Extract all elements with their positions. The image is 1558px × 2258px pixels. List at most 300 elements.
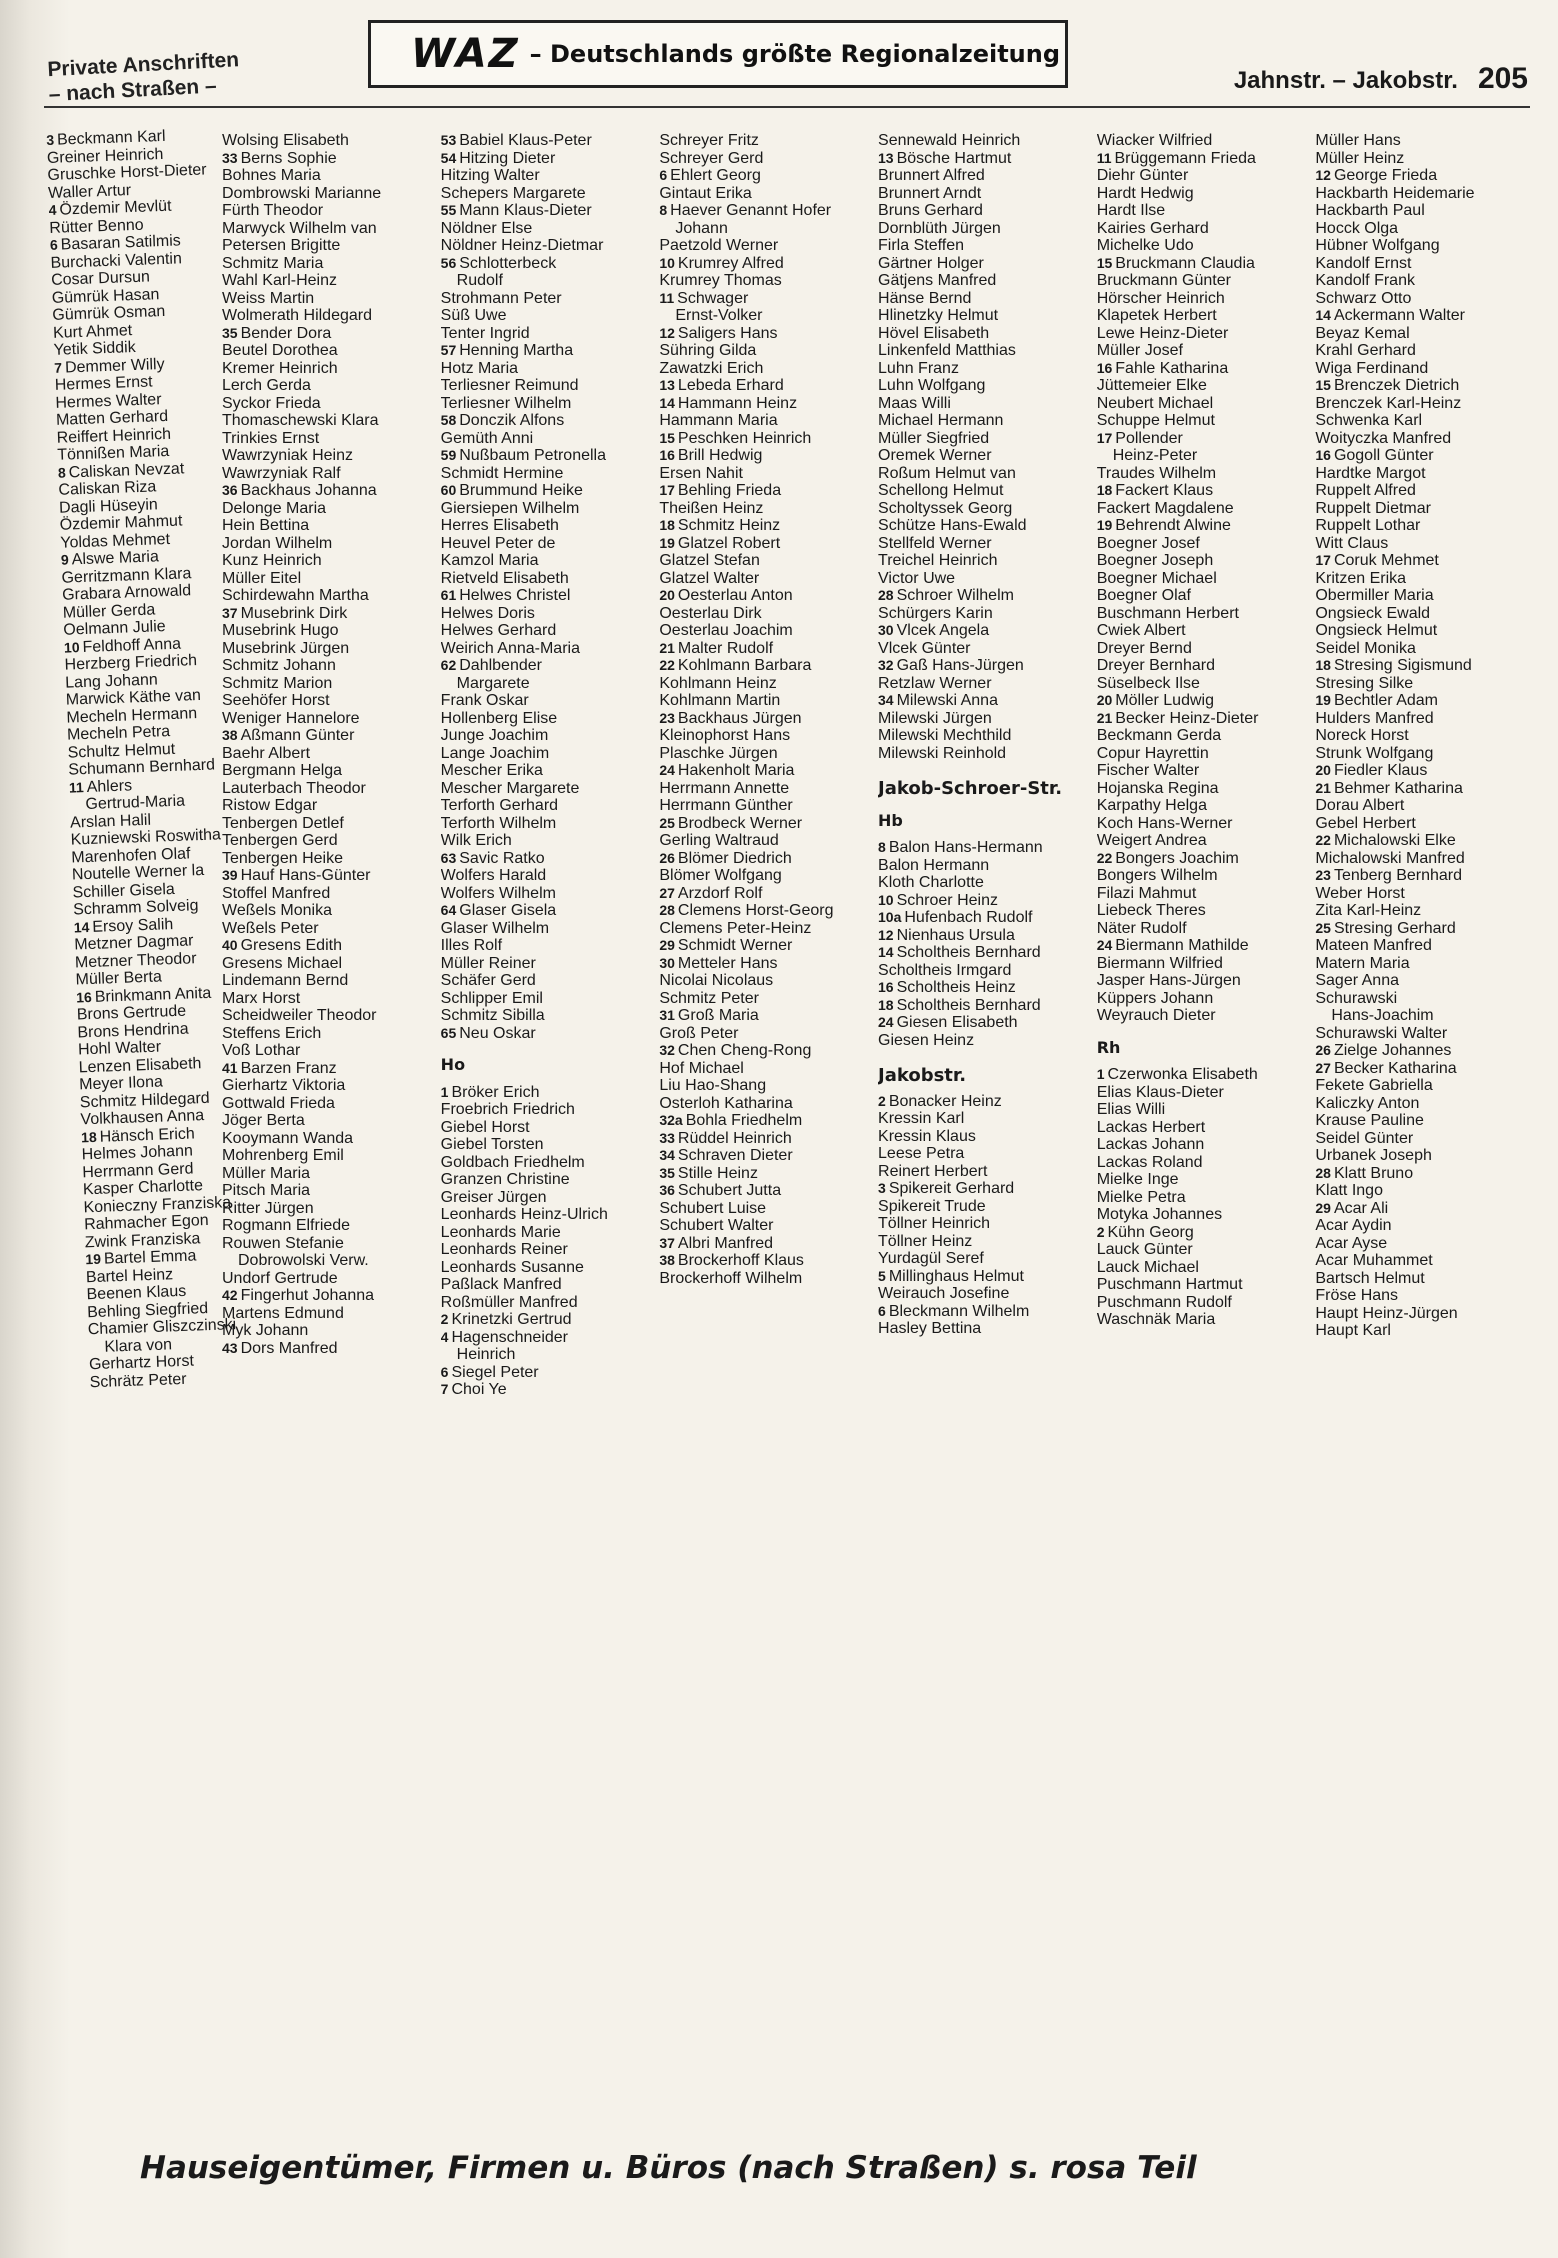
list-item [659,745,872,763]
resident-name: Ruppelt Alfred [1315,482,1416,499]
list-item [1097,272,1310,290]
resident-name: Seehöfer Horst [222,692,330,709]
house-number: 24 [1096,937,1113,953]
list-item [1315,745,1528,763]
resident-name: Syckor Frieda [222,394,321,412]
resident-name: Brill Hedwig [677,447,763,464]
list-item [1315,412,1528,430]
list-item [878,1215,1091,1233]
list-item [878,857,1091,875]
resident-name: Choi Ye [451,1381,507,1398]
resident-name: Musebrink Jürgen [222,639,350,657]
resident-name: Acar Aydin [1315,1217,1392,1234]
resident-name: Obermiller Maria [1315,587,1434,604]
resident-name: Baehr Albert [222,744,311,762]
list-item [222,885,435,903]
resident-name: Krumrey Alfred [677,254,784,272]
resident-name: Osterloh Katharina [659,1094,793,1112]
street-range: Jahnstr. – Jakobstr. [1233,67,1458,94]
house-number: 19 [659,534,675,551]
resident-name: Heinrich [456,1346,516,1363]
house-number: 13 [659,377,675,393]
house-number: 30 [878,622,894,638]
resident-name: Schramm Solveig [72,897,199,919]
resident-name: Plaschke Jürgen [659,744,778,762]
resident-name: Johann [675,219,728,237]
resident-name: Dornblüth Jürgen [878,219,1001,237]
resident-name: Krause Pauline [1315,1112,1424,1129]
list-item [659,202,872,220]
resident-name: Balon Hermann [878,856,990,874]
list-item [878,727,1091,745]
resident-name: Acar Ayse [1315,1234,1388,1252]
resident-name: Milewski Reinhold [878,744,1007,762]
list-item [878,150,1091,168]
list-item [878,745,1091,763]
resident-name: Jordan Wilhelm [222,534,333,552]
list-item [878,360,1091,378]
list-item [1097,167,1310,185]
house-number: 32 [878,657,894,673]
house-number: 16 [878,979,894,995]
resident-name: Dombrowski Marianne [222,184,382,202]
resident-name: Berns Sophie [240,149,337,167]
resident-name: Sager Anna [1315,972,1399,989]
resident-name: Elias Willi [1096,1101,1166,1118]
list-item [878,307,1091,325]
list-item [441,1154,654,1172]
list-item [1097,675,1310,693]
house-number: 62 [440,657,457,673]
resident-name: Leonhards Heinz-Ulrich [440,1206,608,1223]
list-item [222,955,435,973]
house-number: 3 [878,1180,886,1196]
street-heading: Jakobstr. [878,1065,967,1086]
list-item [222,1007,435,1025]
list-item [441,990,654,1008]
resident-name: Brenczek Dietrich [1333,377,1460,394]
resident-name: Scholtheis Heinz [896,979,1016,996]
resident-name: Rouwen Stefanie [222,1234,344,1252]
list-item [441,1259,654,1277]
list-item [441,132,654,150]
listing-column-4 [659,132,878,2132]
resident-name: Krinetzki Gertrud [451,1311,572,1328]
resident-name: Schmitz Hildegard [79,1089,210,1111]
resident-name: Hein Bettina [222,517,310,534]
resident-name: Wiga Ferdinand [1315,359,1429,377]
resident-name: Witt Claus [1315,534,1389,552]
resident-name: Schäfer Gerd [440,972,536,989]
list-item [222,850,435,868]
resident-name: Kurt Ahmet [52,321,133,342]
list-item [1097,1119,1310,1137]
list-item [441,902,654,920]
list-item [1097,867,1310,885]
resident-name: Hollenberg Elise [440,709,558,727]
list-item [659,342,872,360]
list-item [441,237,654,255]
list-item [441,1025,654,1043]
list-item [878,1250,1091,1268]
house-number: 58 [440,412,457,428]
list-item [1315,937,1528,955]
list-item [441,412,654,430]
list-item [1315,482,1528,500]
list-item [878,1268,1091,1286]
list-item [1315,780,1528,798]
list-item [1315,535,1528,553]
resident-name: Kandolf Ernst [1315,254,1412,272]
resident-name: Terliesner Wilhelm [440,394,572,412]
resident-name: Hörscher Heinrich [1096,289,1225,307]
list-item [1315,605,1528,623]
resident-name: Leonhards Susanne [440,1258,584,1276]
list-item [659,797,872,815]
resident-name: Seidel Günter [1315,1129,1414,1147]
resident-name: Stresing Gerhard [1333,919,1456,937]
resident-name: Motyka Johannes [1096,1206,1223,1223]
list-item [659,1235,872,1253]
resident-name: Urbanek Joseph [1315,1147,1432,1164]
list-item [1097,832,1310,850]
list-item [1097,1276,1310,1294]
list-item [441,482,654,500]
list-item [1315,1235,1528,1253]
list-item [1315,220,1528,238]
house-number: 38 [659,1252,675,1268]
list-item [1315,1270,1528,1288]
list-item [222,745,435,763]
resident-name: Marx Horst [222,989,301,1007]
resident-name: Margarete [456,674,530,692]
list-item [441,797,654,815]
list-item [1315,990,1528,1008]
resident-name: Gebel Herbert [1315,814,1416,832]
resident-name: Grabara Arnowald [61,582,192,604]
list-item [222,412,435,430]
resident-name: Dors Manfred [240,1339,338,1357]
resident-name: Klara von [104,1335,173,1356]
list-item [1315,132,1528,150]
list-item [1315,185,1528,203]
house-number: 2 [878,1092,886,1109]
list-item [441,1007,654,1025]
list-item [1097,325,1310,343]
list-item [1315,815,1528,833]
resident-name: Terforth Wilhelm [440,814,557,832]
resident-name: Demmer Willy [64,355,165,376]
resident-name: Linkenfeld Matthias [878,342,1016,359]
resident-name: Brunnert Alfred [878,167,985,184]
list-item [659,657,872,675]
list-item [1097,780,1310,798]
list-item [441,465,654,483]
list-item [659,465,872,483]
list-item [659,972,872,990]
list-item [659,412,872,430]
house-number: 21 [1096,709,1113,726]
house-number: 33 [659,1129,675,1146]
list-item [1097,955,1310,973]
resident-name: Arzdorf Rolf [677,884,763,902]
resident-name: Cwiek Albert [1096,622,1186,639]
list-item [659,132,872,150]
list-item [1315,832,1528,850]
list-item [1315,675,1528,693]
list-item [659,1270,872,1288]
resident-name: Feldhoff Anna [82,635,182,656]
resident-name: Hulders Manfred [1315,709,1434,727]
house-number: 31 [659,1007,675,1023]
resident-name: Sennewald Heinrich [878,132,1021,149]
resident-name: Biermann Mathilde [1115,937,1249,954]
resident-name: Delonge Maria [222,499,327,517]
resident-name: Fackert Klaus [1115,482,1214,499]
list-item [1315,710,1528,728]
district-code: Ho [440,1055,466,1074]
resident-name: Biermann Wilfried [1096,954,1223,972]
list-item [441,587,654,605]
list-item [222,657,435,675]
resident-name: Mann Klaus-Dieter [459,202,592,219]
house-number: 12 [659,324,675,341]
list-item [878,570,1091,588]
resident-name: Boegner Josef [1096,534,1200,552]
resident-name: Pollender [1115,429,1183,447]
resident-name: Giebel Horst [440,1118,530,1136]
resident-name: Greiner Heinrich [46,145,164,167]
resident-name: Schreyer Fritz [659,132,759,149]
resident-name: Bösche Hartmut [896,149,1012,167]
list-item [659,220,872,238]
resident-name: Goldbach Friedhelm [440,1153,585,1171]
house-number: 11 [659,289,675,306]
resident-name: Jüttemeier Elke [1096,377,1207,394]
house-number: 56 [440,254,457,271]
resident-name: Hotz Maria [440,359,519,377]
list-item [659,535,872,553]
resident-name: Giersiepen Wilhelm [440,499,580,517]
house-number: 27 [659,884,675,901]
resident-name: Ruppelt Dietmar [1315,499,1431,517]
list-item [1097,465,1310,483]
house-number: 25 [1315,919,1331,936]
resident-name: Klatt Bruno [1333,1164,1414,1182]
list-item [441,430,654,448]
resident-name: Schuppe Helmut [1096,412,1215,429]
resident-name: Backhaus Johanna [240,482,377,499]
list-item [441,1364,654,1382]
list-item [222,202,435,220]
list-item [441,202,654,220]
resident-name: Weber Horst [1315,884,1405,902]
list-item [1097,552,1310,570]
list-item [659,622,872,640]
resident-name: Yurdagül Seref [878,1250,984,1267]
house-number: 6 [659,167,668,183]
house-number: 28 [659,902,675,918]
list-item [878,202,1091,220]
list-item [659,360,872,378]
resident-name: Lenzen Elisabeth [78,1054,202,1076]
resident-name: Steffens Erich [222,1024,322,1042]
resident-name: Glatzel Walter [659,569,760,587]
resident-name: Bohnes Maria [222,167,321,184]
resident-name: Donczik Alfons [459,412,565,429]
list-item [222,325,435,343]
resident-name: Boegner Michael [1096,569,1217,587]
list-item [222,395,435,413]
resident-name: Dreyer Bernd [1096,639,1192,657]
resident-name: Oesterlau Anton [677,587,793,604]
house-number: 24 [659,762,675,778]
resident-name: Hauf Hans-Günter [240,867,371,884]
resident-name: Matern Maria [1315,954,1410,972]
list-item [1097,745,1310,763]
resident-name: Groß Peter [659,1024,739,1042]
list-item [1097,1206,1310,1224]
list-item [441,622,654,640]
list-item [441,185,654,203]
resident-name: Firla Steffen [878,237,964,254]
house-number: 15 [1315,377,1331,393]
house-number: 17 [1315,552,1331,568]
house-number: 16 [1315,447,1331,463]
resident-name: Treichel Heinrich [878,552,998,569]
resident-name: Tenbergen Gerd [222,832,338,849]
resident-name: Tenter Ingrid [440,324,530,342]
resident-name: Schubert Luise [659,1199,767,1217]
resident-name: Babiel Klaus-Peter [459,132,592,149]
list-item [878,1128,1091,1146]
list-item [1097,570,1310,588]
resident-name: Koch Hans-Werner [1096,814,1233,832]
list-item [878,944,1091,962]
resident-name: Lang Johann [64,670,159,692]
resident-name: Kohlmann Martin [659,692,781,709]
masthead-tagline: – Deutschlands größte Regionalzeitung [529,40,1061,68]
house-number: 2 [440,1311,449,1327]
resident-name: Schrätz Peter [89,1370,187,1391]
resident-name: Schmidt Werner [677,937,793,954]
resident-name: Näter Rudolf [1096,919,1187,937]
resident-name: Schroer Wilhelm [896,587,1014,604]
list-item [659,587,872,605]
resident-name: Michelke Udo [1096,237,1194,254]
house-number: 10 [659,254,675,271]
list-item [441,1294,654,1312]
list-item [441,377,654,395]
list-item [222,1025,435,1043]
resident-name: Noreck Horst [1315,727,1409,744]
list-item [441,290,654,308]
resident-name: Lackas Johann [1096,1136,1205,1153]
list-item [441,920,654,938]
resident-name: Zita Karl-Heinz [1315,902,1422,919]
resident-name: Bartel Heinz [85,1265,174,1286]
resident-name: Gottwald Frieda [222,1094,335,1112]
list-item [441,692,654,710]
house-number: 29 [1315,1199,1331,1216]
list-item [878,1285,1091,1303]
resident-name: Bergmann Helga [222,762,343,779]
house-number: 42 [222,1287,238,1303]
resident-name: Helmes Johann [81,1142,194,1164]
list-item [1097,710,1310,728]
resident-name: Ongsieck Ewald [1315,604,1431,622]
resident-name: Brüggemann Frieda [1114,149,1256,167]
list-item [441,780,654,798]
house-number: 32a [659,1112,683,1128]
list-item [1315,517,1528,535]
list-item [222,447,435,465]
resident-name: Acar Ali [1333,1199,1389,1217]
resident-name: Diehr Günter [1096,167,1189,184]
resident-name: Brenczek Karl-Heinz [1315,394,1462,412]
resident-name: Hänsch Erich [99,1124,196,1146]
list-item [878,1163,1091,1181]
running-header [1234,62,1528,96]
list-item [222,465,435,483]
list-item [222,990,435,1008]
resident-name: Stresing Sigismund [1333,657,1472,674]
resident-name: Ritter Jürgen [222,1199,314,1217]
resident-name: Voß Lothar [222,1042,301,1059]
list-item [1315,465,1528,483]
resident-name: Clemens Peter-Heinz [659,919,812,937]
resident-name: Nicolai Nicolaus [659,972,774,989]
list-item [1315,255,1528,273]
resident-name: Bongers Wilhelm [1096,867,1218,884]
list-item [1315,1077,1528,1095]
list-item [1097,132,1310,150]
house-number: 18 [1096,482,1113,498]
resident-name: Alswe Maria [71,548,160,569]
list-item [441,710,654,728]
list-item [878,517,1091,535]
list-item [1097,1171,1310,1189]
list-item [441,150,654,168]
list-item [1097,220,1310,238]
resident-name: Kaliczky Anton [1315,1094,1420,1112]
resident-name: Savic Ratko [459,849,545,867]
resident-name: Wiacker Wilfried [1096,132,1213,149]
resident-name: Liu Hao-Shang [659,1077,767,1094]
resident-name: Weßels Peter [222,919,319,937]
resident-name: Henning Martha [459,342,574,359]
resident-name: Hojanska Regina [1096,779,1219,797]
list-item [1097,902,1310,920]
resident-name: Müller Heinz [1315,149,1405,167]
resident-name: Bohla Friedhelm [685,1112,803,1129]
list-item [441,1241,654,1259]
list-item [659,832,872,850]
resident-name: Hof Michael [659,1059,744,1077]
list-item [1097,447,1310,465]
house-number: 18 [1315,657,1331,673]
section-label [47,47,249,107]
resident-name: Hackbarth Paul [1315,202,1425,219]
resident-name: Gemüth Anni [440,429,534,447]
list-item [659,710,872,728]
list-item [878,132,1091,150]
resident-name: Lerch Gerda [222,377,311,394]
house-number: 11 [1096,149,1112,166]
list-item [1315,727,1528,745]
resident-name: Bartsch Helmut [1315,1269,1425,1287]
list-item [878,430,1091,448]
